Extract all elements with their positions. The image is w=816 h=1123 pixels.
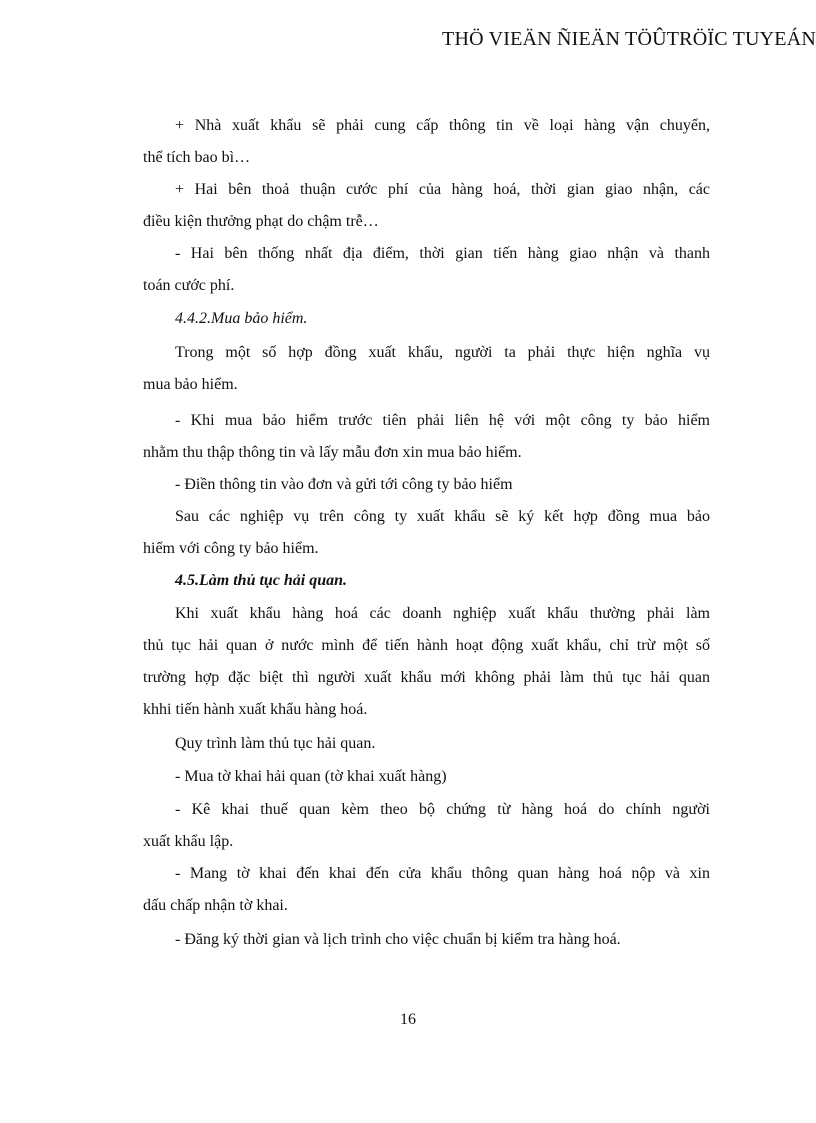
page-number: 16 — [400, 1011, 416, 1028]
text-line: + Nhà xuất khẩu sẽ phải cung cấp thông tin về loại hàng vận chuyển, — [175, 117, 710, 134]
text-line: - Kê khai thuế quan kèm theo bộ chứng từ hàng hoá do chính người — [175, 801, 710, 818]
text-line: dấu chấp nhận tờ khai. — [143, 897, 288, 914]
section-heading: 4.4.2.Mua bảo hiểm. — [175, 310, 308, 327]
text-line: toán cước phí. — [143, 277, 235, 294]
text-line: thể tích bao bì… — [143, 149, 251, 166]
text-line: hiểm với công ty bảo hiểm. — [143, 540, 319, 557]
section-heading: 4.5.Làm thủ tục hải quan. — [175, 572, 348, 589]
running-header: THÖ VIEÄN ÑIEÄN TÖÛTRÖÏC TUYEÁN — [442, 28, 816, 50]
text-line: mua bảo hiểm. — [143, 376, 238, 393]
text-line: nhằm thu thập thông tin và lấy mẫu đơn xin mua bảo hiểm. — [143, 444, 522, 461]
text-line: - Hai bên thống nhất địa điểm, thời gian tiến hàng giao nhận và thanh — [175, 245, 710, 262]
text-line: - Mua tờ khai hải quan (tờ khai xuất hàng) — [175, 768, 447, 785]
text-line: Trong một số hợp đồng xuất khẩu, người ta phải thực hiện nghĩa vụ — [175, 344, 710, 361]
text-line: Sau các nghiệp vụ trên công ty xuất khẩu sẽ ký kết hợp đồng mua bảo — [175, 508, 710, 525]
text-line: + Hai bên thoả thuận cước phí của hàng hoá, thời gian giao nhận, các — [175, 181, 710, 198]
text-line: thủ tục hải quan ở nước mình để tiến hành hoạt động xuất khẩu, chỉ trừ một số — [143, 637, 710, 654]
text-line: Khi xuất khẩu hàng hoá các doanh nghiệp xuất khẩu thường phải làm — [175, 605, 710, 622]
text-line: điều kiện thưởng phạt do chậm trễ… — [143, 213, 379, 230]
text-line: khhi tiến hành xuất khẩu hàng hoá. — [143, 701, 368, 718]
text-line: - Đăng ký thời gian và lịch trình cho việc chuẩn bị kiểm tra hàng hoá. — [175, 931, 621, 948]
text-line: trường hợp đặc biệt thì người xuất khẩu mới không phải làm thủ tục hải quan — [143, 669, 710, 686]
text-line: - Mang tờ khai đến khai đến cửa khẩu thông quan hàng hoá nộp và xin — [175, 865, 710, 882]
text-line: - Điền thông tin vào đơn và gửi tới công ty bảo hiểm — [175, 476, 513, 493]
text-line: Quy trình làm thủ tục hải quan. — [175, 735, 376, 752]
text-line: xuất khẩu lập. — [143, 833, 234, 850]
text-line: - Khi mua bảo hiểm trước tiên phải liên hệ với một công ty bảo hiểm — [175, 412, 710, 429]
